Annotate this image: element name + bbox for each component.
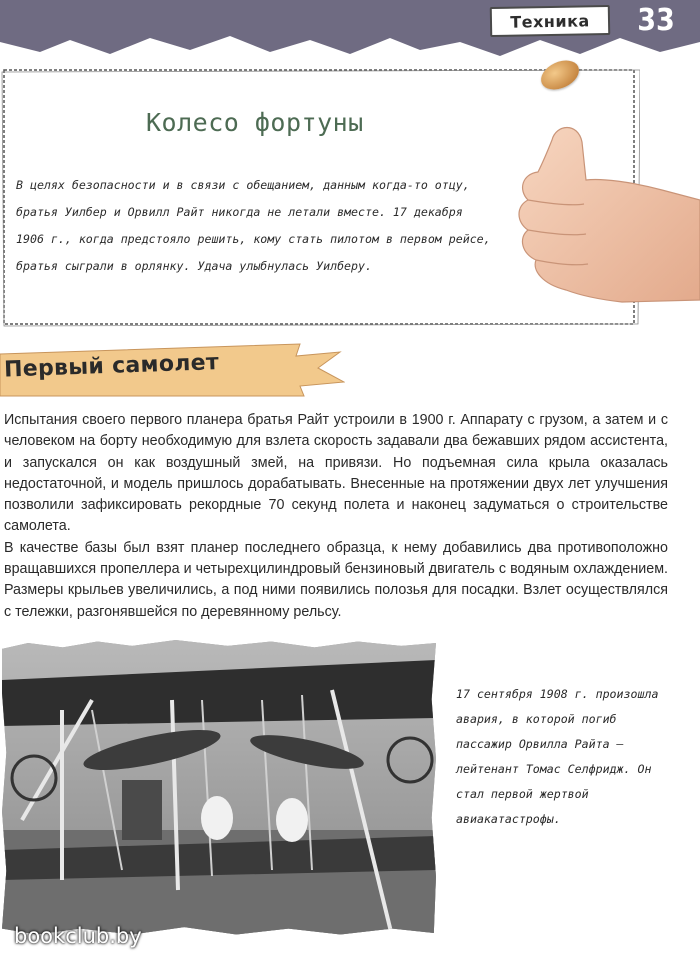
paragraph: Испытания своего первого планера братья Райт устроили в 1900 г. Аппарату с грузом, а затем и с человеком на борту необходимую для взлета скорость задавали два бежавших рядом ассистента, и запускался он как воздушный змей, на привязи. Но подъемная сила крыла оказалась недостаточной, и модель пришлось дорабатывать. Внесенные на протяжении двух лет улучшения позволили зафиксировать рекордные 70 секунд полета и наконец задуматься о строительстве самолета. [4,412,668,535]
paragraph: В качестве базы был взят планер последнего образца, к нему добавились два противоположно вращавшихся пропеллера и четырехцилиндровый бензиновый двигатель с водяным охлаждением. Размеры крыльев увеличились, а под ними появились полозья для посадки. Взлет осуществлялся с тележки, разгонявшейся по деревянному рельсу. [4,539,668,620]
torn-paper-edge [0,30,700,70]
note-title: Колесо фортуны [146,108,364,137]
section-tag: Техника [490,5,611,37]
note-text: В целях безопасности и в связи с обещанием, данным когда-то отцу, братья Уилбер и Орвилл Райт никогда не летали вместе. 17 декабря 1906 г., когда предстояло решить, кому стать пилотом в первом рейсе, братья сыграли в орлянку. Удача улыбнулась Уилберу. [16,178,491,273]
biplane-photo [2,640,436,936]
section-heading: Первый самолет [3,350,220,383]
watermark: bookclub.by [14,924,142,948]
photo-caption: 17 сентября 1908 г. произошла авария, в которой погиб пассажир Орвилла Райта — лейтенант Томас Селфридж. Он стал первой жертвой авиакатастрофы. [456,687,659,826]
body-text [4,410,668,623]
thumbs-up-hand-icon [512,120,700,310]
page-number: 33 [637,2,675,38]
